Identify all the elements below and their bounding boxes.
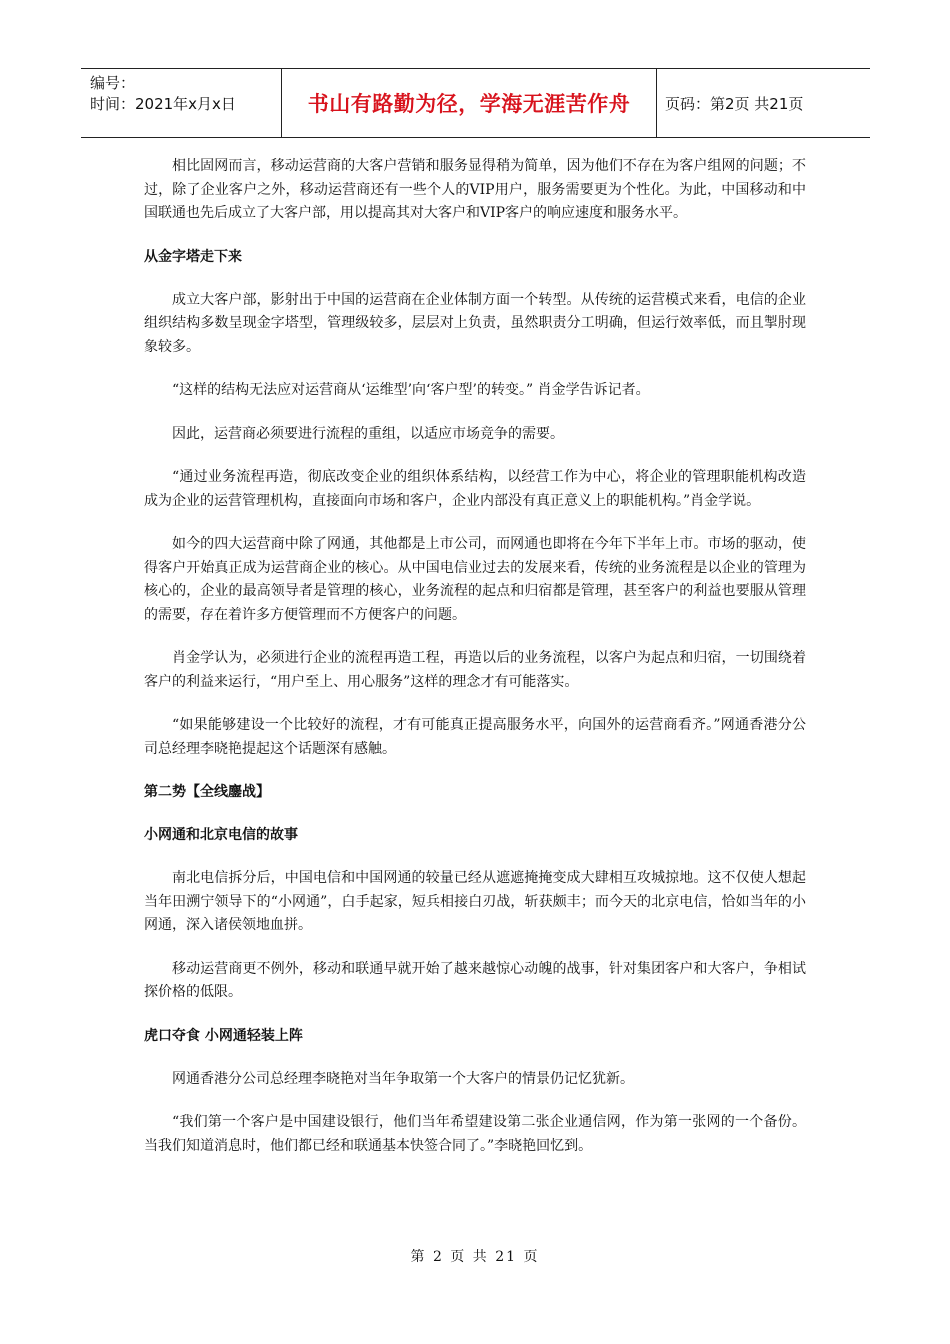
paragraph: “如果能够建设一个比较好的流程，才有可能真正提高服务水平，向国外的运营商看齐。”网通香港分公司总经理李晓艳提起这个话题深有感触。 bbox=[144, 717, 806, 757]
paragraph: 网通香港分公司总经理李晓艳对当年争取第一个大客户的情景仍记忆犹新。 bbox=[172, 1070, 634, 1087]
date-line: 时间：2021年x月x日 bbox=[90, 95, 236, 113]
paragraph: 移动运营商更不例外，移动和联通早就开始了越来越惊心动魄的战事，针对集团客户和大客户，争相试探价格的低限。 bbox=[144, 960, 806, 1000]
paragraph: “我们第一个客户是中国建设银行，他们当年希望建设第二张企业通信网，作为第一张网的一个备份。当我们知道消息时，他们都已经和联通基本快签合同了。”李晓艳回忆到。 bbox=[144, 1114, 806, 1154]
paragraph: “这样的结构无法应对运营商从‘运维型’向‘客户型’的转变。” 肖金学告诉记者。 bbox=[172, 382, 650, 398]
paragraph: 肖金学认为，必须进行企业的流程再造工程，再造以后的业务流程，以客户为起点和归宿，一切围绕着客户的利益来运行，“用户至上、用心服务”这样的理念才有可能落实。 bbox=[144, 650, 806, 690]
header-motto-cell bbox=[282, 69, 657, 137]
section-heading: 第二势【全线鏖战】 bbox=[144, 784, 270, 800]
paragraph: 南北电信拆分后，中国电信和中国网通的较量已经从遮遮掩掩变成大肆相互攻城掠地。这不仅使人想起当年田溯宁领导下的“小网通”，白手起家，短兵相接白刃战，斩获颇丰；而今天的北京电信，恰如当年的小网通，深入诸侯领地血拼。 bbox=[144, 870, 806, 933]
paragraph: 成立大客户部，影射出于中国的运营商在企业体制方面一个转型。从传统的运营模式来看，电信的企业组织结构多数呈现金字塔型，管理级较多，层层对上负责，虽然职责分工明确，但运行效率低，而且掣肘现象较多。 bbox=[144, 291, 806, 355]
section-heading: 虎口夺食 小网通轻装上阵 bbox=[144, 1027, 303, 1044]
footer-page-number: 第 2 页 共 21 页 bbox=[410, 1249, 540, 1265]
section-heading: 小网通和北京电信的故事 bbox=[144, 827, 298, 843]
page-info: 页码：第2页 共21页 bbox=[665, 94, 804, 113]
document-body bbox=[144, 155, 806, 1178]
paragraph: “通过业务流程再造，彻底改变企业的组织体系结构，以经营工作为中心，将企业的管理职能机构改造成为企业的运营管理机构，直接面向市场和客户，企业内部没有真正意义上的职能机构。”肖金学说。 bbox=[144, 469, 806, 509]
page-footer bbox=[0, 1246, 950, 1266]
header-page-cell bbox=[657, 69, 870, 137]
motto-text: 书山有路勤为径，学海无涯苦作舟 bbox=[307, 92, 631, 116]
paragraph: 如今的四大运营商中除了网通，其他都是上市公司，而网通也即将在今年下半年上市。市场的驱动，使得客户开始真正成为运营商企业的核心。从中国电信业过去的发展来看，传统的业务流程是以企业的管理为核心的，企业的最高领导者是管理的核心，业务流程的起点和归宿都是管理，甚至客户的利益也要服从管理的需要，存在着许多方便管理而不方便客户的问题。 bbox=[144, 536, 806, 623]
paragraph: 相比固网而言，移动运营商的大客户营销和服务显得稍为简单，因为他们不存在为客户组网的问题；不过，除了企业客户之外，移动运营商还有一些个人的VIP用户，服务需要更为个性化。为此，中国移动和中国联通也先后成立了大客户部，用以提高其对大客户和VIP客户的响应速度和服务水平。 bbox=[144, 158, 806, 221]
header-left-cell bbox=[81, 69, 282, 137]
section-heading: 从金字塔走下来 bbox=[144, 248, 242, 265]
header-table bbox=[81, 68, 870, 138]
number-label: 编号： bbox=[90, 74, 136, 92]
paragraph: 因此，运营商必须要进行流程的重组，以适应市场竞争的需要。 bbox=[172, 425, 564, 442]
